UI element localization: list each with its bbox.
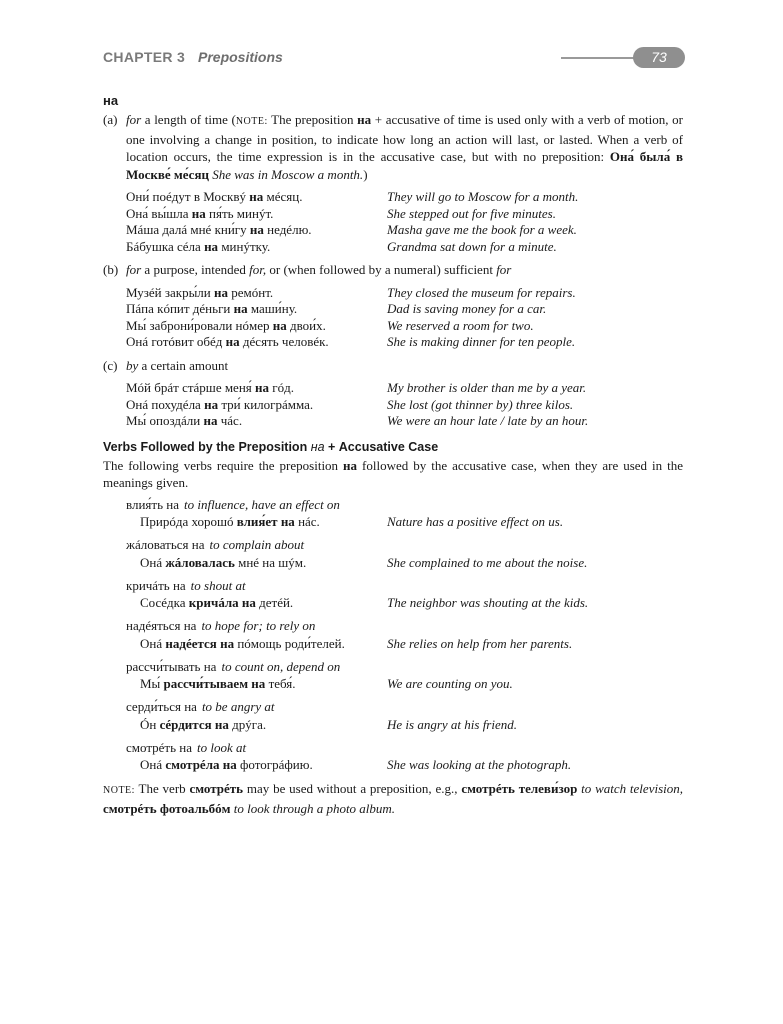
example-russian — [126, 318, 387, 335]
verb-example — [126, 756, 683, 773]
text-fragment: тебя́. — [265, 676, 296, 691]
text-fragment: Verbs Followed by the Preposition — [103, 439, 311, 454]
verb-list — [126, 497, 683, 774]
text-fragment: смотрéть фотоальбóм — [103, 800, 231, 816]
text-fragment: кричáла на — [188, 595, 256, 610]
example-english: We reserved a room for two. — [387, 317, 534, 333]
text-fragment: влия́ет на — [236, 514, 295, 529]
verb-definition — [126, 497, 683, 514]
text-fragment: на — [249, 222, 264, 237]
text-fragment: пóмощь роди́телей. — [234, 635, 345, 651]
example-english: She was looking at the photograph. — [387, 757, 572, 772]
text-fragment: на — [249, 189, 264, 204]
text-fragment: на — [343, 457, 358, 473]
example-russian — [126, 285, 387, 302]
text-fragment: на — [214, 284, 228, 300]
verb-translation: to hope for; to rely on — [201, 618, 316, 633]
text-fragment: for — [496, 262, 512, 277]
text-fragment: Онá — [140, 554, 166, 570]
text-fragment: Мáша далá мнé кни́гу — [126, 222, 250, 237]
text-fragment: a purpose, intended — [141, 262, 250, 277]
section-label: (c) — [103, 357, 118, 373]
verb: надéяться на — [126, 618, 197, 633]
verbs-heading — [103, 440, 683, 454]
example-english: Grandma sat down for a minute. — [387, 238, 557, 254]
text-fragment: три́ килогрáмма. — [218, 396, 314, 412]
text-fragment: на — [204, 396, 219, 412]
example-row — [126, 301, 683, 318]
section-text — [126, 261, 683, 279]
verb: рассчи́тывать на — [126, 658, 217, 674]
section-a — [103, 111, 683, 183]
text-fragment: Мы́ опоздáли — [126, 413, 204, 428]
example-row — [126, 334, 683, 351]
example-english: She complained to me about the noise. — [387, 554, 588, 570]
example-russian — [126, 189, 387, 206]
text-fragment: недéлю. — [263, 222, 312, 237]
text-fragment: to watch television, — [577, 781, 683, 796]
text-fragment: смотрéла на — [165, 757, 237, 772]
text-fragment: рассчи́тываем на — [163, 676, 266, 691]
example-english: The neighbor was shouting at the kids. — [387, 595, 589, 610]
text-fragment: мнé на шýм. — [234, 554, 307, 570]
verbs-intro — [103, 457, 683, 492]
example-row — [126, 189, 683, 206]
text-fragment: на — [255, 380, 270, 395]
example-row — [126, 285, 683, 302]
text-fragment: мéсяц. — [263, 189, 303, 204]
verb-entry — [126, 497, 683, 531]
text-fragment: Прирóда хорошó — [140, 514, 237, 529]
verb-definition — [126, 740, 683, 757]
page-content — [103, 93, 683, 817]
section-text — [126, 357, 683, 375]
final-note — [103, 780, 683, 817]
text-fragment: Óн — [140, 716, 160, 732]
example-row — [126, 413, 683, 430]
text-fragment: to look through a photo album. — [230, 800, 396, 816]
text-fragment: минýтку. — [218, 238, 271, 254]
example-russian — [126, 513, 387, 530]
text-fragment: маши́ну. — [247, 301, 298, 316]
text-fragment: a length of time ( — [141, 112, 236, 127]
text-fragment: Онá похудéла — [126, 396, 205, 412]
example-english: We are counting on you. — [387, 676, 513, 691]
example-english: They will go to Moscow for a month. — [387, 189, 579, 204]
text-fragment: на — [310, 439, 325, 454]
text-fragment: надéется на — [165, 635, 235, 651]
text-fragment: for — [126, 112, 142, 127]
text-fragment: followed by the accusative case, when they are used in the meanings given. — [103, 457, 684, 490]
example-russian — [126, 675, 387, 692]
text-fragment: на — [272, 317, 287, 333]
text-fragment: may be used without a preposition, e.g., — [243, 781, 462, 796]
verb-example — [126, 716, 683, 733]
text-fragment: на — [225, 334, 240, 349]
verb-entry — [126, 699, 683, 733]
text-fragment: дрýга. — [228, 716, 267, 732]
example-russian — [126, 380, 387, 397]
verb-example — [126, 513, 683, 530]
text-fragment: a certain amount — [138, 357, 229, 373]
example-row — [126, 380, 683, 397]
verb-example — [126, 675, 683, 692]
text-fragment: на — [204, 238, 219, 254]
text-fragment: нáс. — [294, 514, 320, 529]
example-row — [126, 397, 683, 414]
example-english: She is making dinner for ten people. — [387, 334, 576, 349]
example-russian — [126, 716, 387, 733]
example-english: She lost (got thinner by) three kilos. — [387, 396, 574, 412]
text-fragment: Пáпа кóпит дéньги — [126, 301, 234, 316]
verb-entry — [126, 659, 683, 693]
text-fragment: for, — [249, 262, 267, 277]
example-row — [126, 318, 683, 335]
example-row — [126, 222, 683, 239]
example-english: My brother is older than me by a year. — [387, 380, 587, 395]
example-russian — [126, 239, 387, 256]
text-fragment: Мóй брáт стáрше меня́ — [126, 380, 256, 395]
text-fragment: or (when followed by a numeral) sufficient — [266, 262, 497, 277]
example-russian — [126, 554, 387, 571]
example-russian — [126, 397, 387, 414]
chapter-label: CHAPTER 3 — [103, 49, 186, 65]
examples-b — [126, 285, 683, 351]
text-fragment: ) — [363, 166, 368, 182]
header-rule — [561, 57, 643, 59]
text-fragment: for — [126, 262, 142, 277]
example-english: Nature has a positive effect on us. — [387, 514, 564, 529]
text-fragment: дéсять человéк. — [239, 334, 329, 349]
example-english: They closed the museum for repairs. — [387, 284, 576, 300]
text-fragment: пя́ть минýт. — [205, 205, 274, 221]
note-label: NOTE: — [235, 116, 268, 127]
text-fragment: на — [203, 413, 218, 428]
verb-definition — [126, 659, 683, 676]
verb-entry — [126, 740, 683, 774]
text-fragment: Онá — [140, 635, 166, 651]
example-russian — [126, 334, 387, 351]
text-fragment: на — [191, 205, 206, 221]
section-c — [103, 357, 683, 375]
verb: смотрéть на — [126, 739, 193, 755]
section-text — [126, 111, 683, 183]
verb-example — [126, 554, 683, 571]
text-fragment: двои́х. — [286, 317, 326, 333]
example-russian — [126, 635, 387, 652]
verb-entry — [126, 578, 683, 612]
text-fragment: The preposition — [267, 112, 358, 127]
verb-definition — [126, 699, 683, 716]
text-fragment: на — [233, 301, 248, 316]
note-label: NOTE: — [103, 785, 135, 796]
examples-c — [126, 380, 683, 430]
examples-a — [126, 189, 683, 255]
example-russian — [126, 594, 387, 611]
text-fragment: Она́ вы́шла — [126, 205, 192, 221]
verb-entry — [126, 618, 683, 652]
example-russian — [126, 222, 387, 239]
verb-translation: to be angry at — [201, 699, 275, 714]
text-fragment: смотрéть телеви́зор — [461, 781, 578, 796]
page-header — [103, 47, 683, 69]
text-fragment: гóд. — [269, 380, 294, 395]
text-fragment: чáс. — [217, 413, 243, 428]
text-fragment: жáловалась — [165, 554, 235, 570]
text-fragment: ремóнт. — [228, 284, 274, 300]
text-fragment: Сосéдка — [140, 595, 189, 610]
chapter-title: Prepositions — [198, 49, 283, 65]
text-fragment: The verb — [134, 781, 190, 796]
section-b — [103, 261, 683, 279]
example-russian — [126, 206, 387, 223]
example-row — [126, 206, 683, 223]
verb-definition — [126, 537, 683, 554]
verb: жáловаться на — [126, 537, 205, 552]
section-label: (b) — [103, 262, 119, 277]
verb-definition — [126, 618, 683, 635]
example-english: We were an hour late / late by an hour. — [387, 413, 589, 428]
text-fragment: Мы́ заброни́ровали нóмер — [126, 317, 273, 333]
text-fragment: Музéй закры́ли — [126, 284, 214, 300]
example-russian — [126, 413, 387, 430]
text-fragment: by — [126, 357, 139, 373]
text-fragment: фотогрáфию. — [236, 757, 313, 772]
section-label: (a) — [103, 112, 118, 127]
example-english: He is angry at his friend. — [387, 716, 517, 732]
verb: серди́ться на — [126, 699, 197, 714]
text-fragment: + accusative of time is used only with a verb of motion, or one involving a change in position, to indicate how long an action will last, or lasted. When a verb of location occurs, the time expression is in the accusative case, but with no preposition: — [126, 112, 683, 164]
verb-entry — [126, 537, 683, 571]
example-russian — [126, 756, 387, 773]
text-fragment: She was in Moscow a month. — [208, 166, 364, 182]
text-fragment: + Accusative Case — [324, 439, 439, 454]
verb-example — [126, 594, 683, 611]
verb-translation: to shout at — [190, 577, 246, 593]
section-heading: на — [103, 93, 119, 108]
example-english: Masha gave me the book for a week. — [387, 222, 577, 237]
verb-translation: to complain about — [209, 537, 305, 552]
verb-definition — [126, 578, 683, 595]
verb-translation: to look at — [197, 739, 247, 755]
example-english: Dad is saving money for a car. — [387, 301, 547, 316]
text-fragment: Они́ поéдут в Москвý — [126, 189, 250, 204]
example-russian — [126, 301, 387, 318]
example-english: She relies on help from her parents. — [387, 635, 573, 651]
example-row — [126, 239, 683, 256]
verb-translation: to count on, depend on — [221, 658, 341, 674]
example-english: She stepped out for five minutes. — [387, 205, 556, 221]
text-fragment: детéй. — [255, 595, 294, 610]
verb: влия́ть на — [126, 496, 179, 512]
verb-translation: to influence, have an effect on — [183, 496, 340, 512]
text-fragment: Она́ была́ в Москве́ ме́сяц — [126, 149, 683, 182]
text-fragment: The following verbs require the preposition — [103, 457, 344, 473]
text-fragment: на — [357, 112, 372, 127]
page-number: 73 — [633, 47, 685, 68]
text-fragment: смотрéть — [189, 781, 244, 796]
text-fragment: Онá — [140, 757, 166, 772]
text-fragment: Бáбушка сéла — [126, 238, 205, 254]
text-fragment: Мы́ — [140, 676, 164, 691]
text-fragment: сéрдится на — [159, 716, 229, 732]
text-fragment: Онá готóвит обéд — [126, 334, 226, 349]
verb-example — [126, 635, 683, 652]
verb: кричáть на — [126, 577, 186, 593]
